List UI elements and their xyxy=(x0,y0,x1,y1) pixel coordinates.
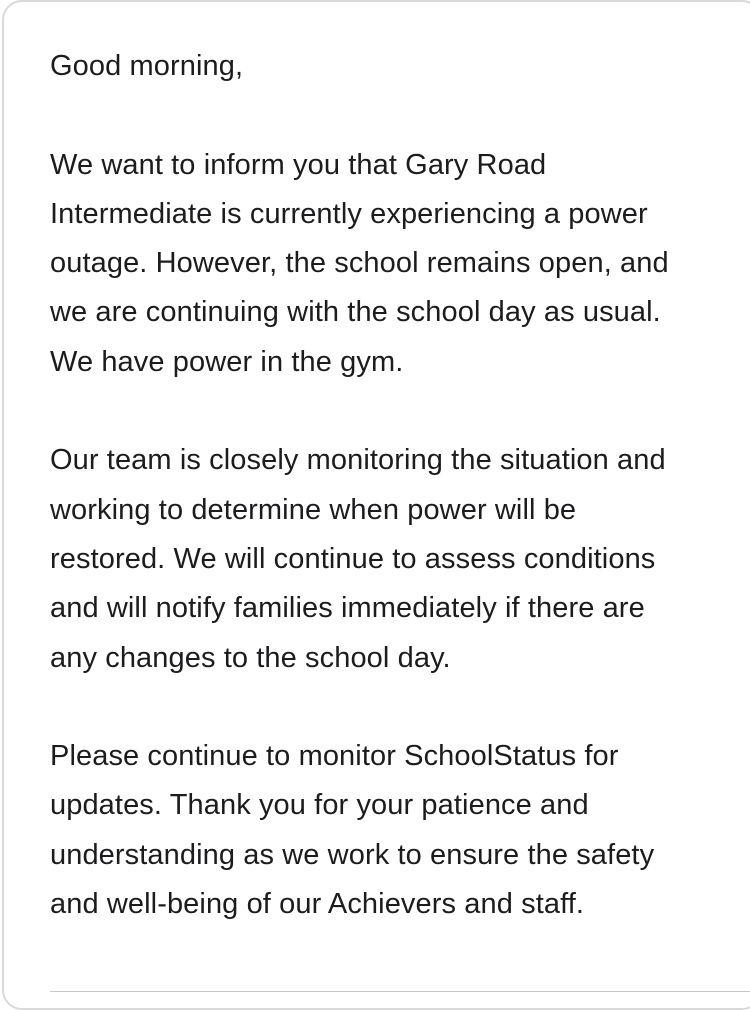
bottom-divider xyxy=(50,991,750,992)
paragraph-monitoring: Our team is closely monitoring the situation and working to determine when power will be restored. We will continue to assess conditions and will notify families immediately if there are any changes to the school day. xyxy=(50,444,666,674)
paragraph-power-outage: We want to inform you that Gary Road Intermediate is currently experiencing a power outage. However, the school remains open, and we are continuing with the school day as usual. We have power in the gym. xyxy=(50,148,669,378)
greeting-text: Good morning, xyxy=(50,50,244,82)
email-body xyxy=(50,42,740,979)
paragraph-updates: Please continue to monitor SchoolStatus for updates. Thank you for your patience and understanding as we work to ensure the safety and well-being of our Achievers and staff. xyxy=(50,740,655,921)
